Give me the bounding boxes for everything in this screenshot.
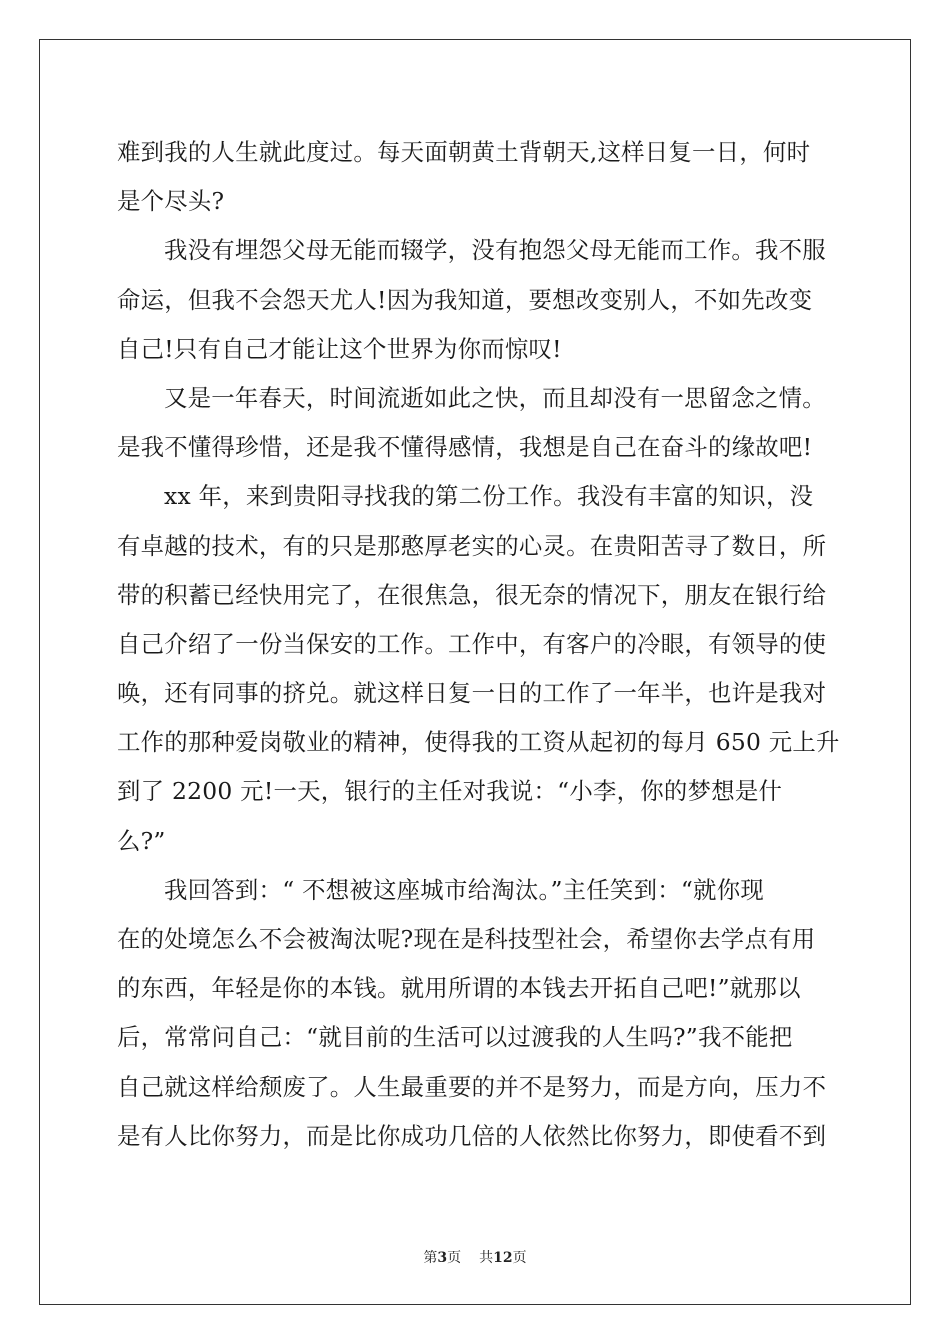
- footer-page-prefix: 第: [423, 1250, 438, 1266]
- text-line: 命运，但我不会怨天尤人!因为我知道，要想改变别人，不如先改变: [117, 285, 813, 314]
- footer-page-suffix: 页: [447, 1250, 462, 1266]
- footer-total-pages: 12: [493, 1250, 513, 1266]
- document-body: [117, 128, 840, 1161]
- footer-total-suffix: 页: [512, 1250, 527, 1266]
- page-footer: [0, 1247, 950, 1267]
- text-line: 是个尽头?: [117, 187, 225, 216]
- text-line: xx 年，来到贵阳寻找我的第二份工作。我没有丰富的知识，没: [164, 482, 814, 511]
- text-line: 难到我的人生就此度过。每天面朝黄土背朝天,这样日复一日，何时: [117, 138, 811, 166]
- text-line: 又是一年春天，时间流逝如此之快，而且却没有一思留念之情。: [164, 383, 826, 412]
- text-line: 我回答到：“ 不想被这座城市给淘汰。”主任笑到：“就你现: [164, 875, 764, 904]
- text-line: 后，常常问自己：“就目前的生活可以过渡我的人生吗?”我不能把: [117, 1023, 793, 1052]
- text-line: 自己!只有自己才能让这个世界为你而惊叹!: [117, 334, 562, 363]
- text-line: 到了 2200 元!一天，银行的主任对我说：“小李，你的梦想是什: [117, 777, 783, 806]
- text-line: 唤，还有同事的挤兑。就这样日复一日的工作了一年半，也许是我对: [117, 679, 827, 708]
- text-line: 是我不懂得珍惜，还是我不懂得感情，我想是自己在奋斗的缘故吧!: [117, 433, 813, 462]
- footer-total-prefix: 共: [479, 1250, 494, 1266]
- text-line: 自己介绍了一份当保安的工作。工作中，有客户的冷眼，有领导的使: [117, 629, 827, 658]
- text-line: 我没有埋怨父母无能而辍学，没有抱怨父母无能而工作。我不服: [164, 236, 826, 265]
- text-line: 是有人比你努力，而是比你成功几倍的人依然比你努力，即使看不到: [117, 1121, 827, 1150]
- text-line: 的东西，年轻是你的本钱。就用所谓的本钱去开拓自己吧!”就那以: [117, 974, 801, 1003]
- text-line: 有卓越的技术，有的只是那憨厚老实的心灵。在贵阳苦寻了数日，所: [117, 531, 827, 560]
- footer-page-number: 3: [437, 1250, 448, 1266]
- text-line: 工作的那种爱岗敬业的精神，使得我的工资从起初的每月 650 元上升: [117, 728, 840, 757]
- text-line: 么?”: [117, 826, 166, 855]
- text-line: 自己就这样给颓废了。人生最重要的并不是努力，而是方向，压力不: [117, 1072, 827, 1101]
- text-line: 在的处境怎么不会被淘汰呢?现在是科技型社会，希望你去学点有用: [117, 925, 816, 953]
- text-line: 带的积蓄已经快用完了，在很焦急，很无奈的情况下，朋友在银行给: [117, 580, 827, 609]
